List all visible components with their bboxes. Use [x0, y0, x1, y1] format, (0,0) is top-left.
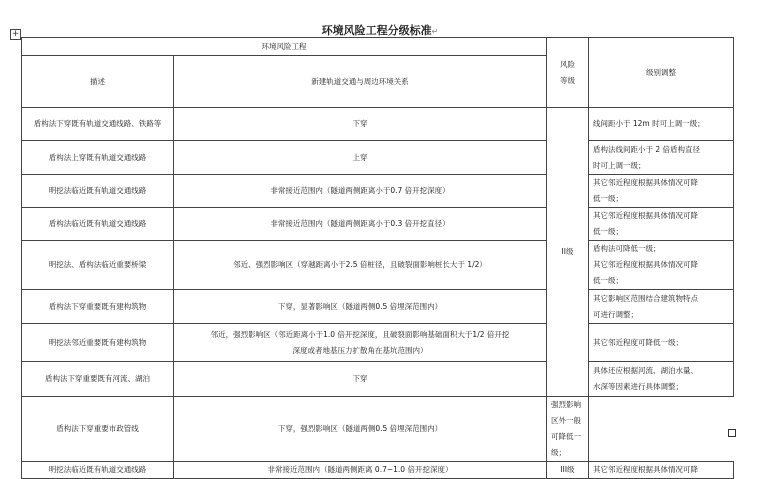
- risk-level-cell: II级: [547, 108, 589, 397]
- row-description: 明挖法临近既有轨道交通线路: [22, 462, 174, 479]
- row-description: 明挖法邻近重要既有建构筑物: [22, 324, 174, 362]
- table-row: [22, 108, 734, 141]
- risk-level-cell: III级: [547, 462, 589, 479]
- row-relation: 下穿: [174, 108, 547, 141]
- risk-classification-table: [21, 37, 734, 479]
- row-adjustment: 其它影响区范围结合建筑物特点 可进行调整；: [589, 290, 734, 324]
- row-relation: 下穿，显著影响区（隧道两侧0.5 倍埋深范围内）: [174, 290, 547, 324]
- row-description: 盾构法下穿重要既有建构筑物: [22, 290, 174, 324]
- table-row: [22, 208, 734, 241]
- row-relation: 邻近、强烈影响区（穿越距离小于2.5 倍桩径，且破裂面影响桩长大于 1/2）: [174, 241, 547, 290]
- row-adjustment: 强烈影响区外一般可降低一级；: [547, 397, 589, 462]
- row-description: 明挖法、盾构法临近重要桥梁: [22, 241, 174, 290]
- row-relation: 下穿，强烈影响区（隧道两侧0.5 倍埋深范围内）: [174, 397, 547, 462]
- row-description: 盾构法下穿重要既有河流、湖泊: [22, 362, 174, 397]
- row-adjustment: 其它邻近程度根据具体情况可降 低一级；: [589, 208, 734, 241]
- table-resize-handle-icon[interactable]: [728, 429, 736, 437]
- row-relation: 非常接近范围内（隧道两侧距离小于0.7 倍开挖深度）: [174, 175, 547, 208]
- table-move-handle-icon[interactable]: +: [11, 29, 20, 39]
- row-description: 明挖法临近既有轨道交通线路: [22, 175, 174, 208]
- row-adjustment: 盾构法可降低一级； 其它邻近程度根据具体情况可降 低一级；: [589, 241, 734, 290]
- header-group-label: 环境风险工程: [22, 38, 547, 56]
- table-row: [22, 175, 734, 208]
- row-description: 盾构法临近既有轨道交通线路: [22, 208, 174, 241]
- row-description: 盾构法上穿既有轨道交通线路: [22, 141, 174, 175]
- document-title: 环境风险工程分级标准↵: [321, 24, 439, 37]
- row-relation: 下穿: [174, 362, 547, 397]
- table-row: [22, 290, 734, 324]
- row-adjustment: 其它邻近程度根据具体情况可降: [589, 462, 734, 479]
- table-row: [22, 141, 734, 175]
- row-relation: 非常接近范围内（隧道两侧距离小于0.3 倍开挖直径）: [174, 208, 547, 241]
- row-adjustment: 其它邻近程度可降低一级；: [589, 324, 734, 362]
- header-risk-level: 风险 等级: [547, 38, 589, 108]
- row-description: 盾构法下穿重要市政管线: [22, 397, 174, 462]
- table-row: [22, 462, 734, 479]
- header-relation: 新建轨道交通与周边环境关系: [174, 56, 547, 108]
- header-description: 描述: [22, 56, 174, 108]
- row-relation: 非常接近范围内（隧道两侧距离 0.7~1.0 倍开挖深度）: [174, 462, 547, 479]
- row-adjustment: 具体还应根据河流、湖泊水量、 水深等因素进行具体调整；: [589, 362, 734, 397]
- row-relation: 邻近，强烈影响区（邻近距离小于1.0 倍开挖深度，且破裂面影响基础面积大于1/2 倍开挖 深度或者地基压力扩散角在基坑范围内）: [174, 324, 547, 362]
- table-row: [22, 362, 734, 397]
- header-adjustment: 级别调整: [589, 38, 734, 108]
- paragraph-mark: ↵: [431, 27, 439, 36]
- row-adjustment: 其它邻近程度根据具体情况可降 低一级；: [589, 175, 734, 208]
- row-description: 盾构法下穿既有轨道交通线路、铁路等: [22, 108, 174, 141]
- row-adjustment: 盾构法线间距小于 2 倍盾构直径 时可上调一级；: [589, 141, 734, 175]
- row-adjustment: 线间距小于 12m 时可上调一级；: [589, 108, 734, 141]
- row-relation: 上穿: [174, 141, 547, 175]
- table-row: [22, 241, 734, 290]
- table-row: [22, 324, 734, 362]
